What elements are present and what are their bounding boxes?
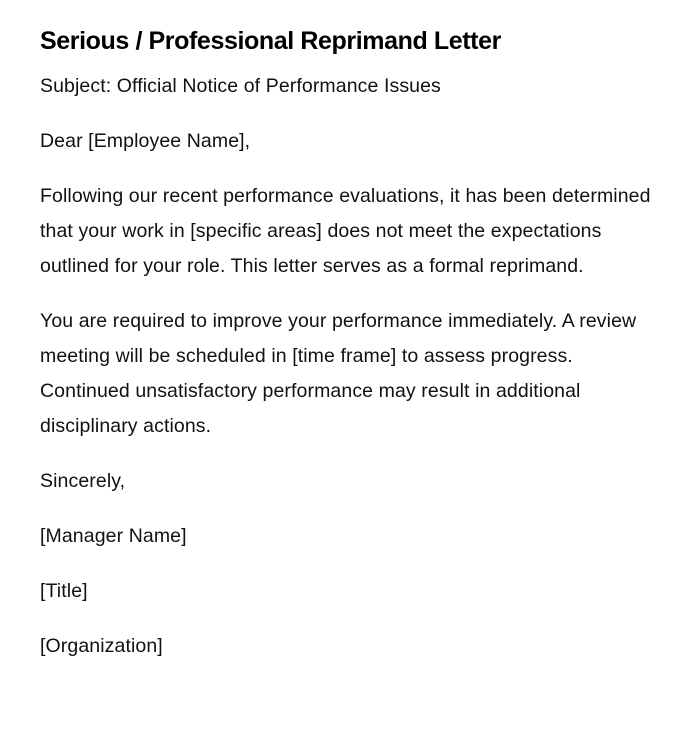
letter-paragraph-requirements: You are required to improve your performance immediately. A review meeting will be scheduled in [time frame] to assess progress. Continued unsatisfactory performance may result in additional disciplinary actions.: [40, 310, 637, 437]
letter-salutation: Dear [Employee Name],: [40, 130, 251, 152]
letter-title: Serious / Professional Reprimand Letter: [40, 27, 501, 55]
signature-organization: [Organization]: [40, 635, 163, 657]
letter-subject: Subject: Official Notice of Performance Issues: [40, 75, 441, 97]
signature-title: [Title]: [40, 580, 88, 602]
letter-closing: Sincerely,: [40, 470, 126, 492]
letter-paragraph-findings: Following our recent performance evaluations, it has been determined that your work in [specific areas] does not meet the expectations outlined for your role. This letter serves as a formal reprimand.: [40, 185, 651, 277]
signature-name: [Manager Name]: [40, 525, 187, 547]
